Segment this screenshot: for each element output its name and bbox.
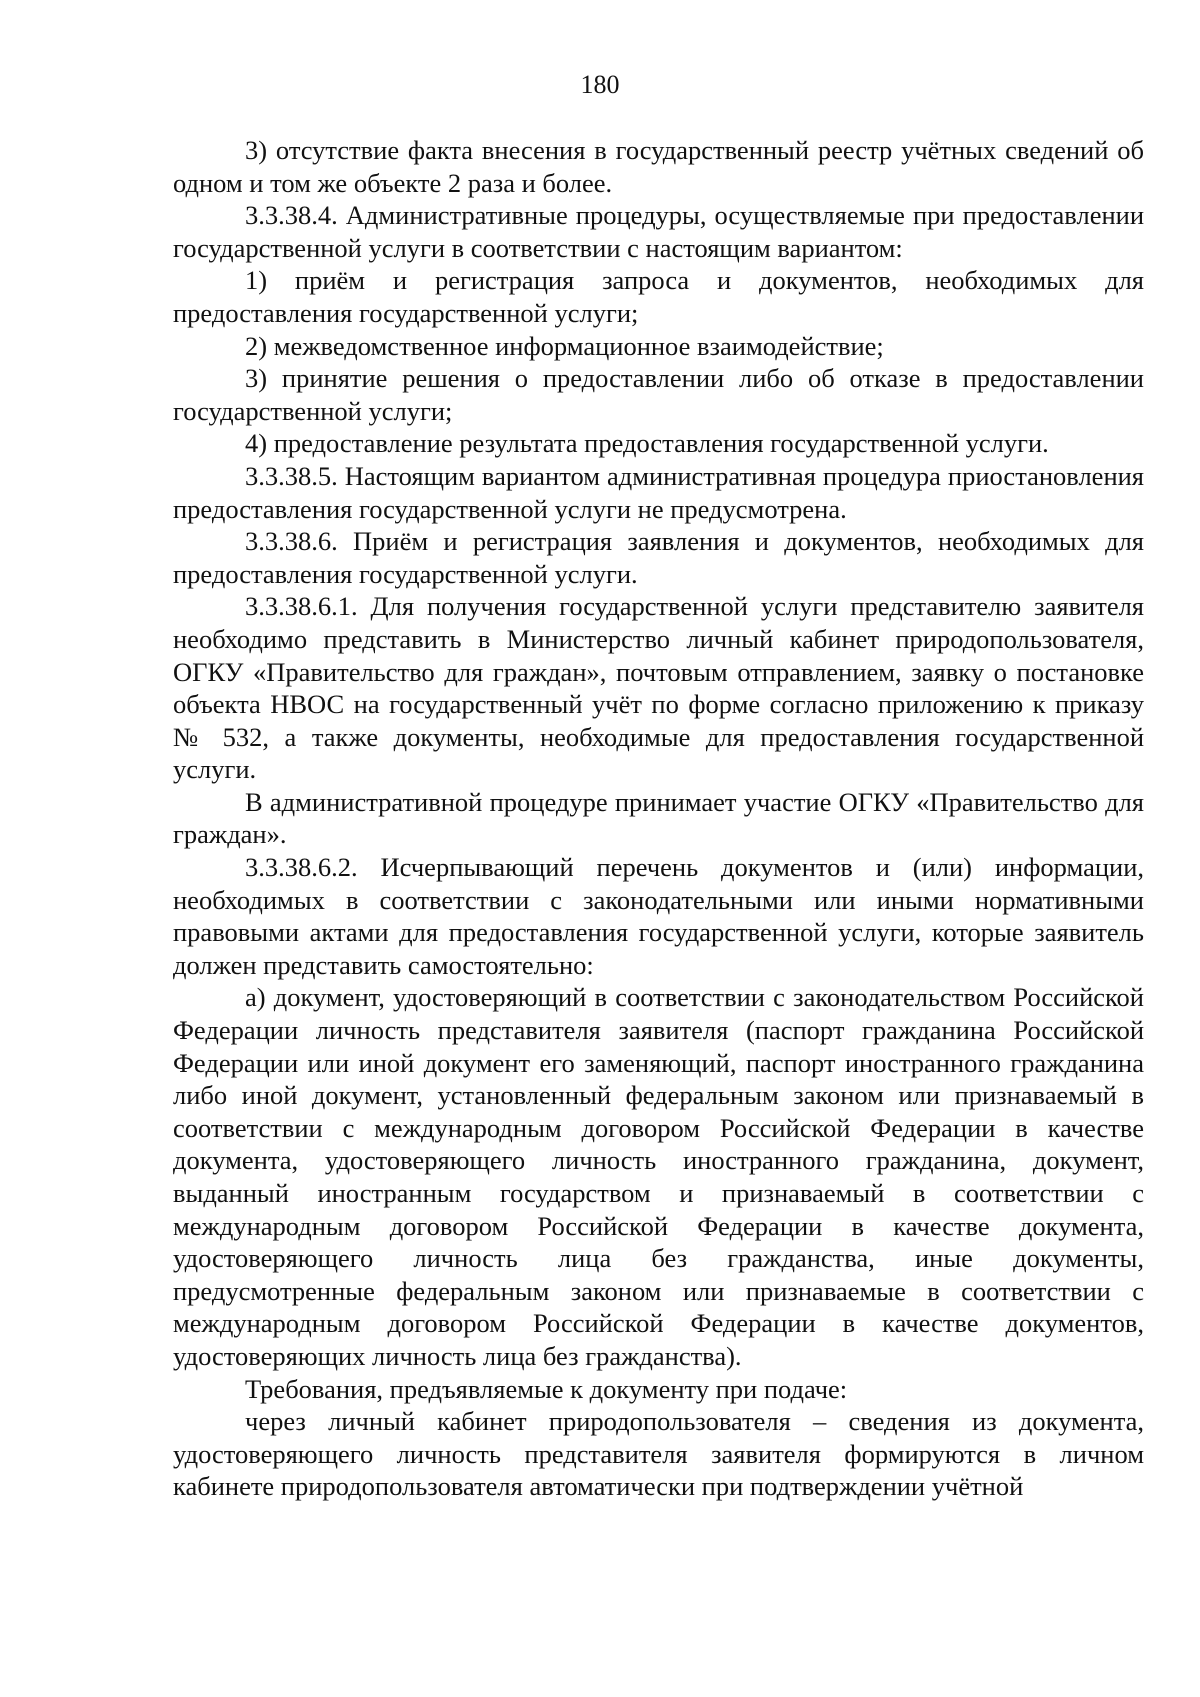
paragraph-requirements: Требования, предъявляемые к документу при подаче: [245,1373,848,1404]
paragraph-procedure-4: 4) предоставление результата предоставления государственной услуги. [245,428,1049,459]
paragraph-procedure-3: 3) принятие решения о предоставлении либо об отказе в предоставлении государственной услуги; [173,363,1144,426]
page-number: 180 [580,70,620,99]
paragraph-participation: В административной процедуре принимает участие ОГКУ «Правительство для граждан». [173,786,1144,850]
paragraph-3-3-38-4: 3.3.38.4. Административные процедуры, осуществляемые при предоставлении государственной услуги в соответствии с настоящим вариантом: [173,200,1144,263]
paragraph-procedure-1: 1) приём и регистрация запроса и документов, необходимых для предоставления государственной услуги; [173,265,1144,328]
paragraph-3-3-38-6: 3.3.38.6. Приём и регистрация заявления и документов, необходимых для предоставления государственной услуги. [173,526,1144,589]
paragraph-personal-cabinet: через личный кабинет природопользователя – сведения из документа, удостоверяющего личность представителя заявителя формируются в личном кабинете природопользователя автоматически при подтверждении учётной [173,1406,1144,1502]
paragraph-3-3-38-6-2: 3.3.38.6.2. Исчерпывающий перечень документов и (или) информации, необходимых в соответствии с законодательными или иными нормативными правовыми актами для предоставления государственной услуги, которые заявитель должен представить самостоятельно: [173,852,1144,980]
paragraph-item-a: а) документ, удостоверяющий в соответствии с законодательством Российской Федерации личность представителя заявителя (паспорт гражданина Российской Федерации или иной документ его заменяющий, паспорт иностранного гражданина либо иной документ, установленный федеральным законом или признаваемый в соответствии с международным договором Российской Федерации в качестве документа, удостоверяющего личность иностранного гражданина, документ, выданный иностранным государством и признаваемый в соответствии с международным договором Российской Федерации в качестве документа, удостоверяющего личность лица без гражданства, иные документы, предусмотренные федеральным законом или признаваемые в соответствии с международным договором Российской Федерации в качестве документов, удостоверяющих личность лица без гражданства). [173,982,1144,1371]
paragraph-3-3-38-6-1: 3.3.38.6.1. Для получения государственной услуги представителю заявителя необходимо представить в Министерство личный кабинет природопользователя, ОГКУ «Правительство для граждан», почтовым отправлением, заявку о постановке объекта НВОС на государственный учёт по форме согласно приложению к приказу № 532, а также документы, необходимые для предоставления государственной услуги. [173,591,1144,785]
paragraph-item-3: 3) отсутствие факта внесения в государственный реестр учётных сведений об одном и том же объекте 2 раза и более. [173,135,1144,198]
document-body [173,134,1144,1503]
paragraph-3-3-38-5: 3.3.38.5. Настоящим вариантом административная процедура приостановления предоставления государственной услуги не предусмотрена. [173,460,1144,524]
paragraph-procedure-2: 2) межведомственное информационное взаимодействие; [245,330,884,361]
